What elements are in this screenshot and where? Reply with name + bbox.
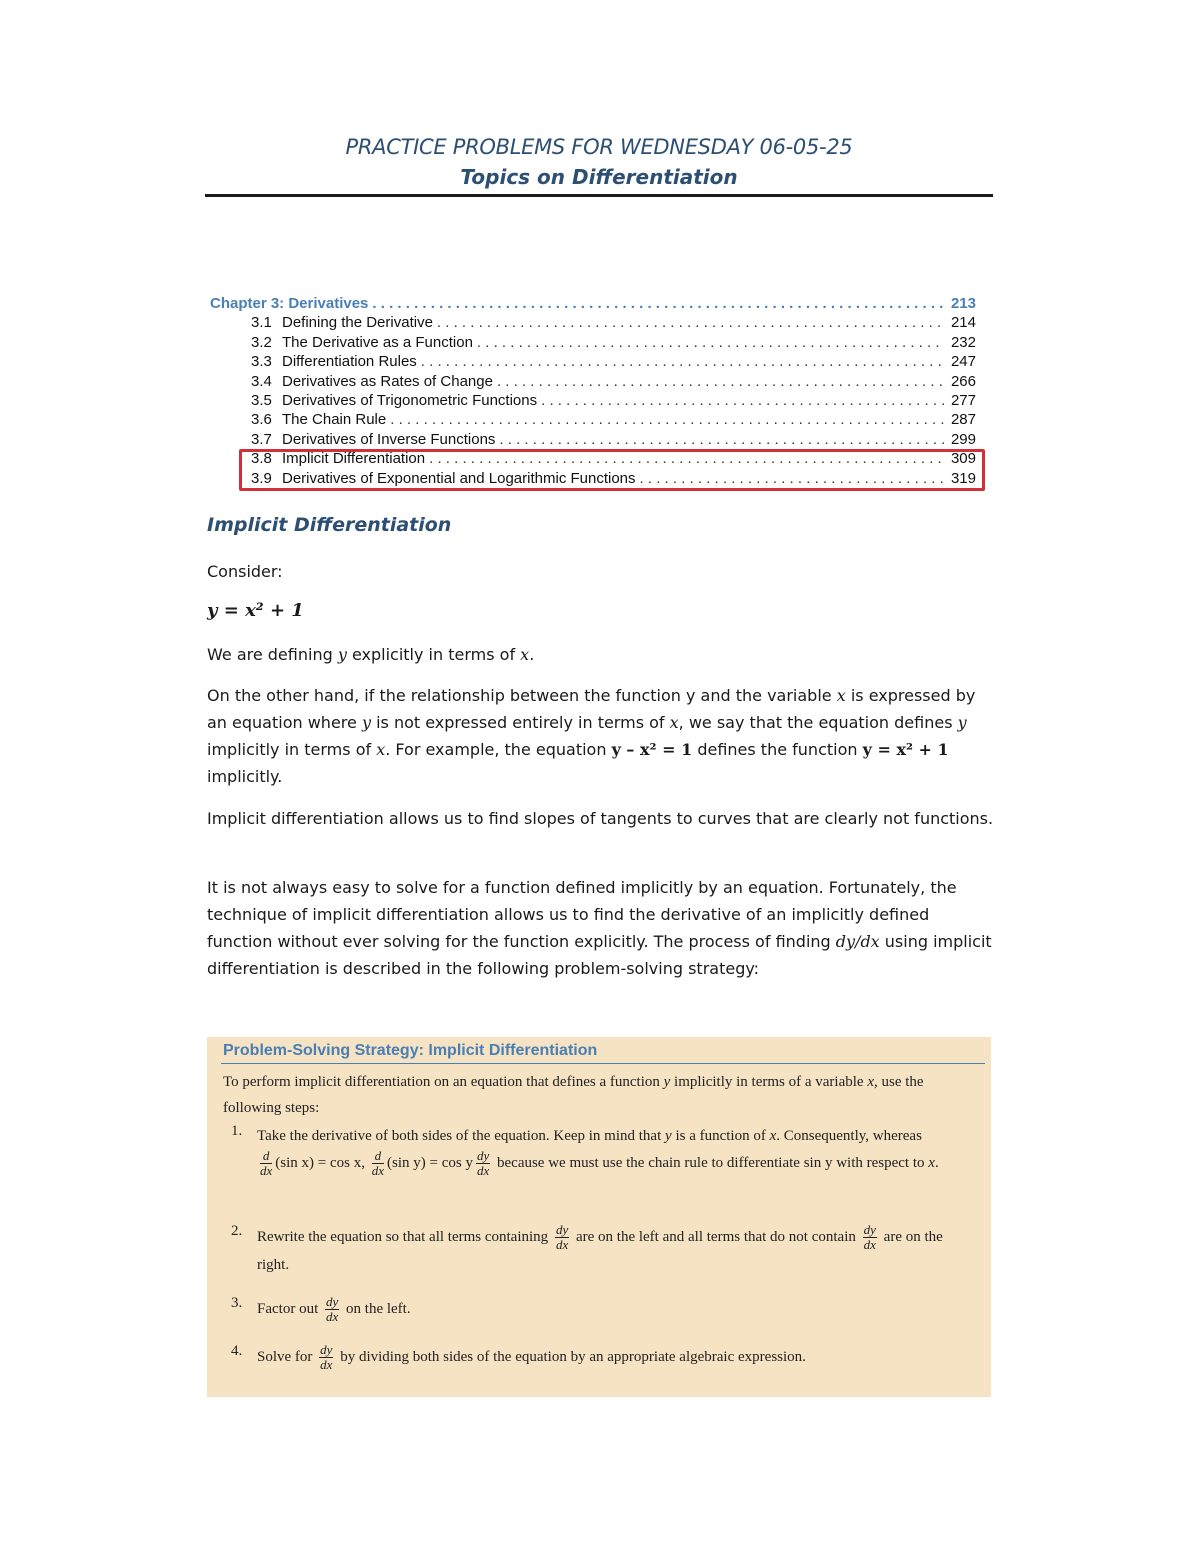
fraction-denominator: dx — [320, 1357, 333, 1372]
toc-section-title: Derivatives of Inverse Functions — [282, 430, 496, 448]
fraction-dy-dx — [863, 1223, 877, 1252]
text-run: Solve for — [257, 1348, 317, 1365]
toc-section-page: 319 — [950, 469, 976, 487]
paragraph-technique — [207, 874, 997, 982]
toc-section-title: Defining the Derivative — [282, 314, 433, 332]
strategy-intro — [223, 1069, 985, 1121]
toc-section-page: 214 — [950, 314, 976, 332]
text-run: We are defining — [207, 645, 338, 664]
section-heading: Implicit Differentiation — [207, 514, 452, 536]
step-text — [257, 1123, 969, 1178]
step-text — [257, 1295, 969, 1324]
toc-leader — [541, 391, 944, 410]
text-run: , we say that the equation defines — [678, 713, 958, 732]
paragraph-explicit — [207, 641, 997, 668]
fraction-denominator: dx — [371, 1163, 385, 1178]
toc-section-num: 3.4 — [251, 372, 272, 390]
toc-section-num: 3.1 — [251, 314, 272, 332]
toc-chapter-row[interactable] — [210, 294, 976, 313]
toc-section-row[interactable] — [210, 313, 976, 332]
explicit-equation — [207, 600, 304, 621]
step-text — [257, 1223, 969, 1278]
toc-section-row[interactable] — [210, 352, 976, 371]
toc-section-num: 3.2 — [251, 333, 272, 351]
consider-label: Consider: — [207, 562, 283, 581]
toc-section-title: Derivatives as Rates of Change — [282, 372, 493, 390]
fraction-numerator: dy — [863, 1222, 876, 1237]
fraction-dy-dx — [325, 1295, 339, 1324]
math-var: y — [665, 1128, 672, 1144]
text-run: are on the right. — [257, 1228, 943, 1273]
toc-section-title: The Chain Rule — [282, 411, 387, 429]
toc-leader — [372, 294, 944, 313]
text-run: implicitly in terms of — [207, 740, 377, 759]
fraction-d-dx — [372, 1149, 384, 1178]
text-run: implicitly in terms of a variable — [670, 1074, 868, 1090]
text-run: is expressed by an equation where — [207, 686, 976, 732]
fraction-denominator: dx — [476, 1163, 490, 1178]
math-expression: sin y — [803, 1154, 833, 1171]
math-var: x — [867, 1074, 874, 1090]
text-run: Rewrite the equation so that all terms containing — [257, 1228, 552, 1245]
text-run: To perform implicit differentiation on an equation that defines a function — [223, 1074, 664, 1090]
text-run: with respect to — [832, 1154, 929, 1171]
page-header — [205, 132, 993, 192]
math-var: y — [361, 713, 371, 732]
text-run: are on the left and all terms that do not contain — [572, 1228, 860, 1245]
strategy-divider — [221, 1063, 985, 1064]
toc-section-num: 3.5 — [251, 392, 272, 410]
step-text — [257, 1343, 969, 1372]
text-run: Take the derivative of both sides of the equation. Keep in mind that — [257, 1128, 666, 1144]
math-dydx: dy/dx — [835, 932, 880, 951]
text-run: defines the function — [692, 740, 863, 759]
text-run: on the left. — [342, 1300, 411, 1317]
toc-section-row[interactable] — [210, 333, 976, 352]
toc-section-row[interactable] — [210, 410, 976, 429]
math-var: x — [520, 645, 530, 664]
fraction-denominator: dx — [260, 1163, 273, 1178]
step-number: 4. — [231, 1343, 243, 1359]
toc-section-page: 277 — [950, 392, 976, 410]
text-run: . Consequently, whereas — [776, 1128, 922, 1144]
toc-section-row[interactable] — [210, 372, 976, 391]
step-number: 2. — [231, 1223, 243, 1239]
toc-section-title: The Derivative as a Function — [282, 333, 473, 351]
toc-leader — [421, 352, 944, 371]
text-run: explicitly in terms of — [346, 645, 521, 664]
math-var: x — [836, 686, 846, 705]
math-var: y — [337, 645, 347, 664]
toc-section-num: 3.7 — [251, 430, 272, 448]
math-expression: (sin y) = cos y — [387, 1154, 473, 1171]
toc-section-num: 3.8 — [251, 450, 272, 468]
text-run: On the other hand, if the relationship between the function y and the variable — [207, 686, 837, 705]
text-run: is a function of — [671, 1128, 770, 1144]
math-expression: (sin x) = cos x, — [275, 1154, 365, 1171]
fraction-dy-dx — [476, 1149, 490, 1178]
text-run: by dividing both sides of the equation by an appropriate algebraic expression. — [336, 1348, 806, 1365]
toc-section-title: Differentiation Rules — [282, 353, 417, 371]
toc-section-page: 299 — [950, 430, 976, 448]
toc-leader — [390, 410, 944, 429]
toc-section-num: 3.6 — [251, 411, 272, 429]
math-var: x — [669, 713, 679, 732]
fraction-numerator: dy — [476, 1148, 490, 1163]
toc-leader — [437, 313, 944, 332]
toc-section-title: Derivatives of Trigonometric Functions — [282, 392, 538, 410]
text-run: is not expressed entirely in terms of — [370, 713, 670, 732]
toc-leader — [497, 372, 944, 391]
text-run: . — [934, 1154, 939, 1171]
page-subtitle: Topics on Differentiation — [460, 165, 738, 189]
text-run: . — [529, 645, 535, 664]
toc-section-page: 287 — [950, 411, 976, 429]
text-run: because we must use the chain rule to differentiate — [497, 1154, 804, 1171]
toc-section-page: 309 — [950, 450, 976, 468]
paragraph-implicit-definition — [207, 682, 997, 790]
fraction-dy-dx — [319, 1343, 333, 1372]
math-var: x — [928, 1154, 935, 1171]
paragraph-slopes: Implicit differentiation allows us to find slopes of tangents to curves that are clearly not functions. — [207, 809, 994, 828]
fraction-numerator: dy — [555, 1222, 569, 1237]
toc-section-num: 3.3 — [251, 353, 272, 371]
fraction-denominator: dx — [863, 1237, 876, 1252]
fraction-denominator: dx — [555, 1237, 569, 1252]
toc-section-num: 3.9 — [251, 469, 272, 487]
toc-leader — [499, 430, 944, 449]
math-var: x — [376, 740, 386, 759]
math-equation: y – x² = 1 — [611, 740, 693, 759]
step-number: 1. — [231, 1123, 243, 1139]
math-var: y — [663, 1074, 671, 1090]
fraction-numerator: d — [260, 1149, 272, 1164]
toc-section-row[interactable] — [210, 391, 976, 410]
fraction-denominator: dx — [326, 1309, 339, 1324]
math-var: y — [957, 713, 967, 732]
fraction-numerator: dy — [320, 1342, 333, 1357]
fraction-numerator: d — [372, 1149, 384, 1164]
toc-section-title: Derivatives of Exponential and Logarithmic Functions — [282, 469, 636, 487]
toc-section-page: 232 — [950, 333, 976, 351]
text-run: It is not always easy to solve for a function defined implicitly by an equation. Fortunately, the technique of implicit differentiation allows us to find the derivative of an implicitly defined function without ever solving for the function explicitly. The process of finding — [207, 878, 957, 951]
toc-chapter-label: Chapter 3: Derivatives — [210, 295, 369, 312]
header-divider — [205, 194, 993, 197]
toc-highlight-box — [239, 449, 985, 491]
step-number: 3. — [231, 1295, 243, 1311]
equation-text: y = x² + 1 — [207, 600, 304, 621]
toc-section-page: 266 — [950, 372, 976, 390]
toc-chapter-page: 213 — [950, 295, 976, 312]
text-run: , use the following steps: — [223, 1074, 924, 1116]
text-run: Factor out — [257, 1300, 322, 1317]
math-equation: y = x² + 1 — [862, 740, 949, 759]
page-title: PRACTICE PROBLEMS FOR WEDNESDAY 06-05-25 — [345, 135, 853, 159]
fraction-d-dx — [260, 1149, 272, 1178]
text-run: implicitly. — [207, 767, 283, 786]
toc-section-title: Implicit Differentiation — [282, 450, 426, 468]
text-run: using implicit differentiation is described in the following problem-solving strategy: — [207, 932, 992, 978]
text-run: . For example, the equation — [385, 740, 612, 759]
toc-section-row[interactable] — [210, 430, 976, 449]
toc-leader — [477, 333, 944, 352]
fraction-dy-dx — [555, 1223, 569, 1252]
strategy-box — [207, 1037, 991, 1397]
toc-section-page: 247 — [950, 353, 976, 371]
fraction-numerator: dy — [326, 1294, 339, 1309]
math-var: x — [769, 1128, 777, 1144]
strategy-title: Problem-Solving Strategy: Implicit Differentiation — [223, 1042, 598, 1059]
